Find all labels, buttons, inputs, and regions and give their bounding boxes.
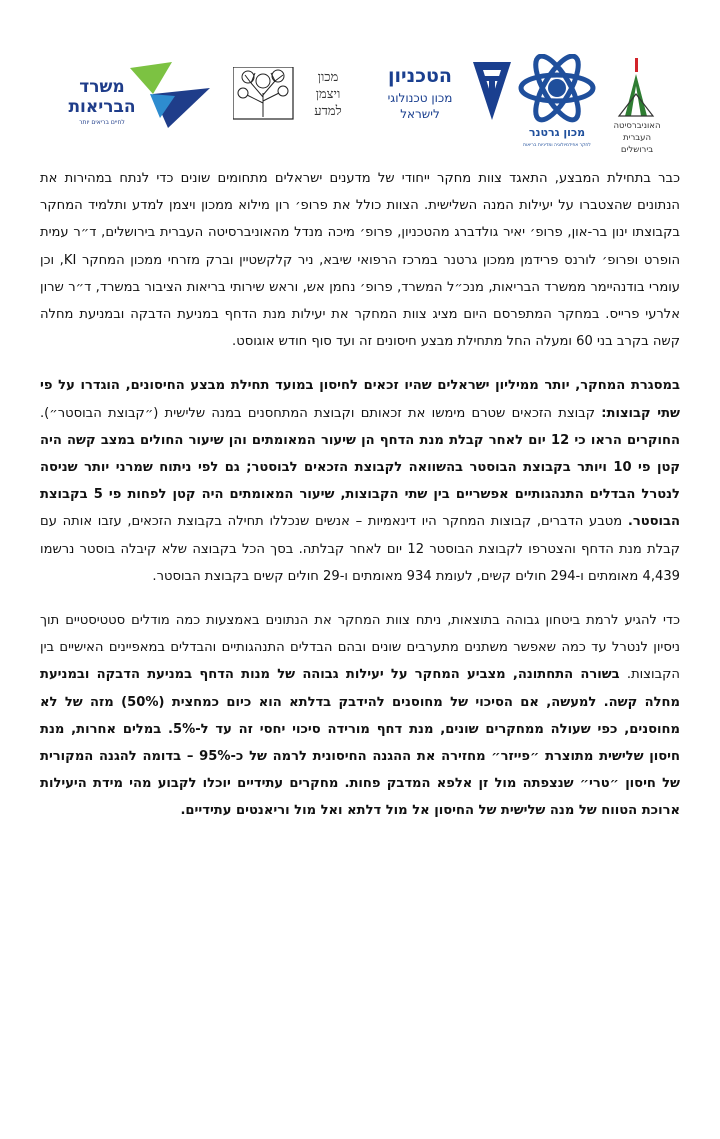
gertner-sub: לחקר אפידמיולוגיה ומדיניות בריאות [523,143,591,148]
paragraph-2-text-a: קבוצת הזכאים שטרם מימשו את זכאותם וקבוצת המתחסנים במנה שלישית (״קבוצת הבוסטר״). [40,405,602,421]
technion-line3: לישראל [400,107,440,121]
huji-line3: בירושלים [620,145,654,155]
huji-line1: האוניברסיטה [613,121,661,131]
weizmann-line3: למדע [314,104,342,119]
ministry-of-health-logo [50,58,215,133]
paragraph-3 [40,607,680,825]
ministry-line2: הבריאות [68,97,136,117]
paragraph-2-bold-a: במסגרת המחקר, יותר ממיליון ישראלים שהיו זכאים לחיסון במועד תחילת מבצע החיסונים, הוגדרו על פי שתי קבוצות: [40,378,680,421]
paragraph-3-bold: בשורה התחתונה, מצביע המחקר על יעילות גבוהה של מנות הדחף במניעת הדבקה ובמניעת מחלה קשה. למעשה, אם הסיכוי של מחוסנים להידבק בדלתא הוא כיום כמחצית (50%) מזה של לא מחוסנים, כפי שעולה ממחקרים שונים, מנת דחף מורידה סיכוי יחסי זה עד ל-5%. במלים אחרות, מנת חיסון שלישית מתוצרת ״פייזר״ מחזירה את ההגנה החיסונית לרמה של כ-95% – בדומה להגנה המקורית של חיסון ״טרי״ שנצפתה מול זן אלפא המדבק פחות. מחקרים עתידיים יוכלו לקבוע מהי מידת היעילות ארוכת הטווח של מנה שלישית של החיסון אל מול דלתא ואל מול וריאנטים עתידיים. [40,667,681,819]
weizmann-line2: ויצמן [315,87,341,102]
technion-emblem-icon [473,62,511,120]
paragraph-2-text-b: מטבע הדברים, קבוצות המחקר היו דינאמיות – אנשים שנכללו תחילה בקבוצת הזכאים, עזבו אותה עם קבלת מנת הדחף והצטרפו לקבוצת הבוסטר 12 יום לאחר קבלתה. בסך הכל בקבוצה שלא קיבלה בוסטר נרשמו 4,439 מאומתים ו-294 חולים קשים, לעומת 934 מאומתים ו-29 חולים קשים בקבוצת הבוסטר. [40,514,680,584]
paragraph-3-text: כדי להגיע לרמת ביטחון גבוהה בתוצאות, ניתח צוות המחקר את הנתונים באמצעות כמה מודלים סטטיסטיים תוך ניסיון לנטרל עד כמה שאפשר משתנים מתערבים שונים ובהם הבדלים התנהגותיים והבדלים במאפיינים האישיים בין הקבוצות. [40,613,680,683]
paragraph-1 [40,165,680,355]
gertner-name: מכון גרטנר [528,126,586,139]
weizmann-line1: מכון [317,70,339,85]
hebrew-university-logo [605,50,670,160]
gertner-institute-logo [515,54,600,149]
article-body [40,165,680,842]
technion-line2: מכון טכנולוגי [387,91,453,105]
menorah-icon [619,58,653,116]
technion-name: הטכניון [388,65,452,87]
logo-bar [50,50,670,165]
ministry-line1: משרד [79,77,125,97]
huji-line2: העברית [622,133,652,143]
technion-logo [365,58,515,128]
ministry-emblem-icon [50,58,215,133]
weizmann-institute-logo [233,67,358,122]
paragraph-2-bold-b: החוקרים הראו כי 12 יום לאחר קבלת מנת הדחף הן שיעור המאומתים והן שיעור החולים במצב קשה היה קטן פי 10 ויותר בקבוצת הבוסטר בהשוואה לקבוצת הזכאים לבוסטר; גם לפי ניתוח שמרני יותר שניסה לנטרל הבדלים התנהגותיים אפשריים בין שתי הקבוצות, שיעור המאומתים היה קטן לפחות פי 5 בקבוצת הבוסטר. [40,432,680,530]
paragraph-1-text: כבר בתחילת המבצע, התאגד צוות מחקר ייחודי של מדענים ישראלים מתחומים שונים כדי לנתח במהירות את הנתונים שהצטברו על יעילות המנה השלישית. הצוות כולל את פרופ׳ רון מילוא ממכון ויצמן למדע ותלמיד המחקר בקבוצתו ינון בר-און, פרופ׳ יאיר גולדברג מהטכניון, פרופ׳ מיכה מנדל מהאוניברסיטה העברית בירושלים, ד״ר עמית הופרט ופרופ׳ לורנס פרידמן ממכון גרטנר במרכז הרפואי שיבא, ניר קלקשטיין וברק מזרחי ממכון המחקר KI, וכן עומרי בודנהיימר ממשרד הבריאות, מנכ״ל המשרד, פרופ׳ נחמן אש, וראש שירותי בריאות הציבור במשרד, ד״ר שרון אלרעי פרייס. במחקר המתפרסם היום מציג צוות המחקר את יעילות מנת הדחף במניעת הדבקה ובמניעת מחלה קשה בקרב בני 60 ומעלה החל מתחילת מבצע חיסונים זה ועד סוף חודש אוגוסט. [40,171,680,350]
paragraph-2 [40,372,680,590]
ministry-tagline: לחיים בריאים יותר [79,119,125,126]
